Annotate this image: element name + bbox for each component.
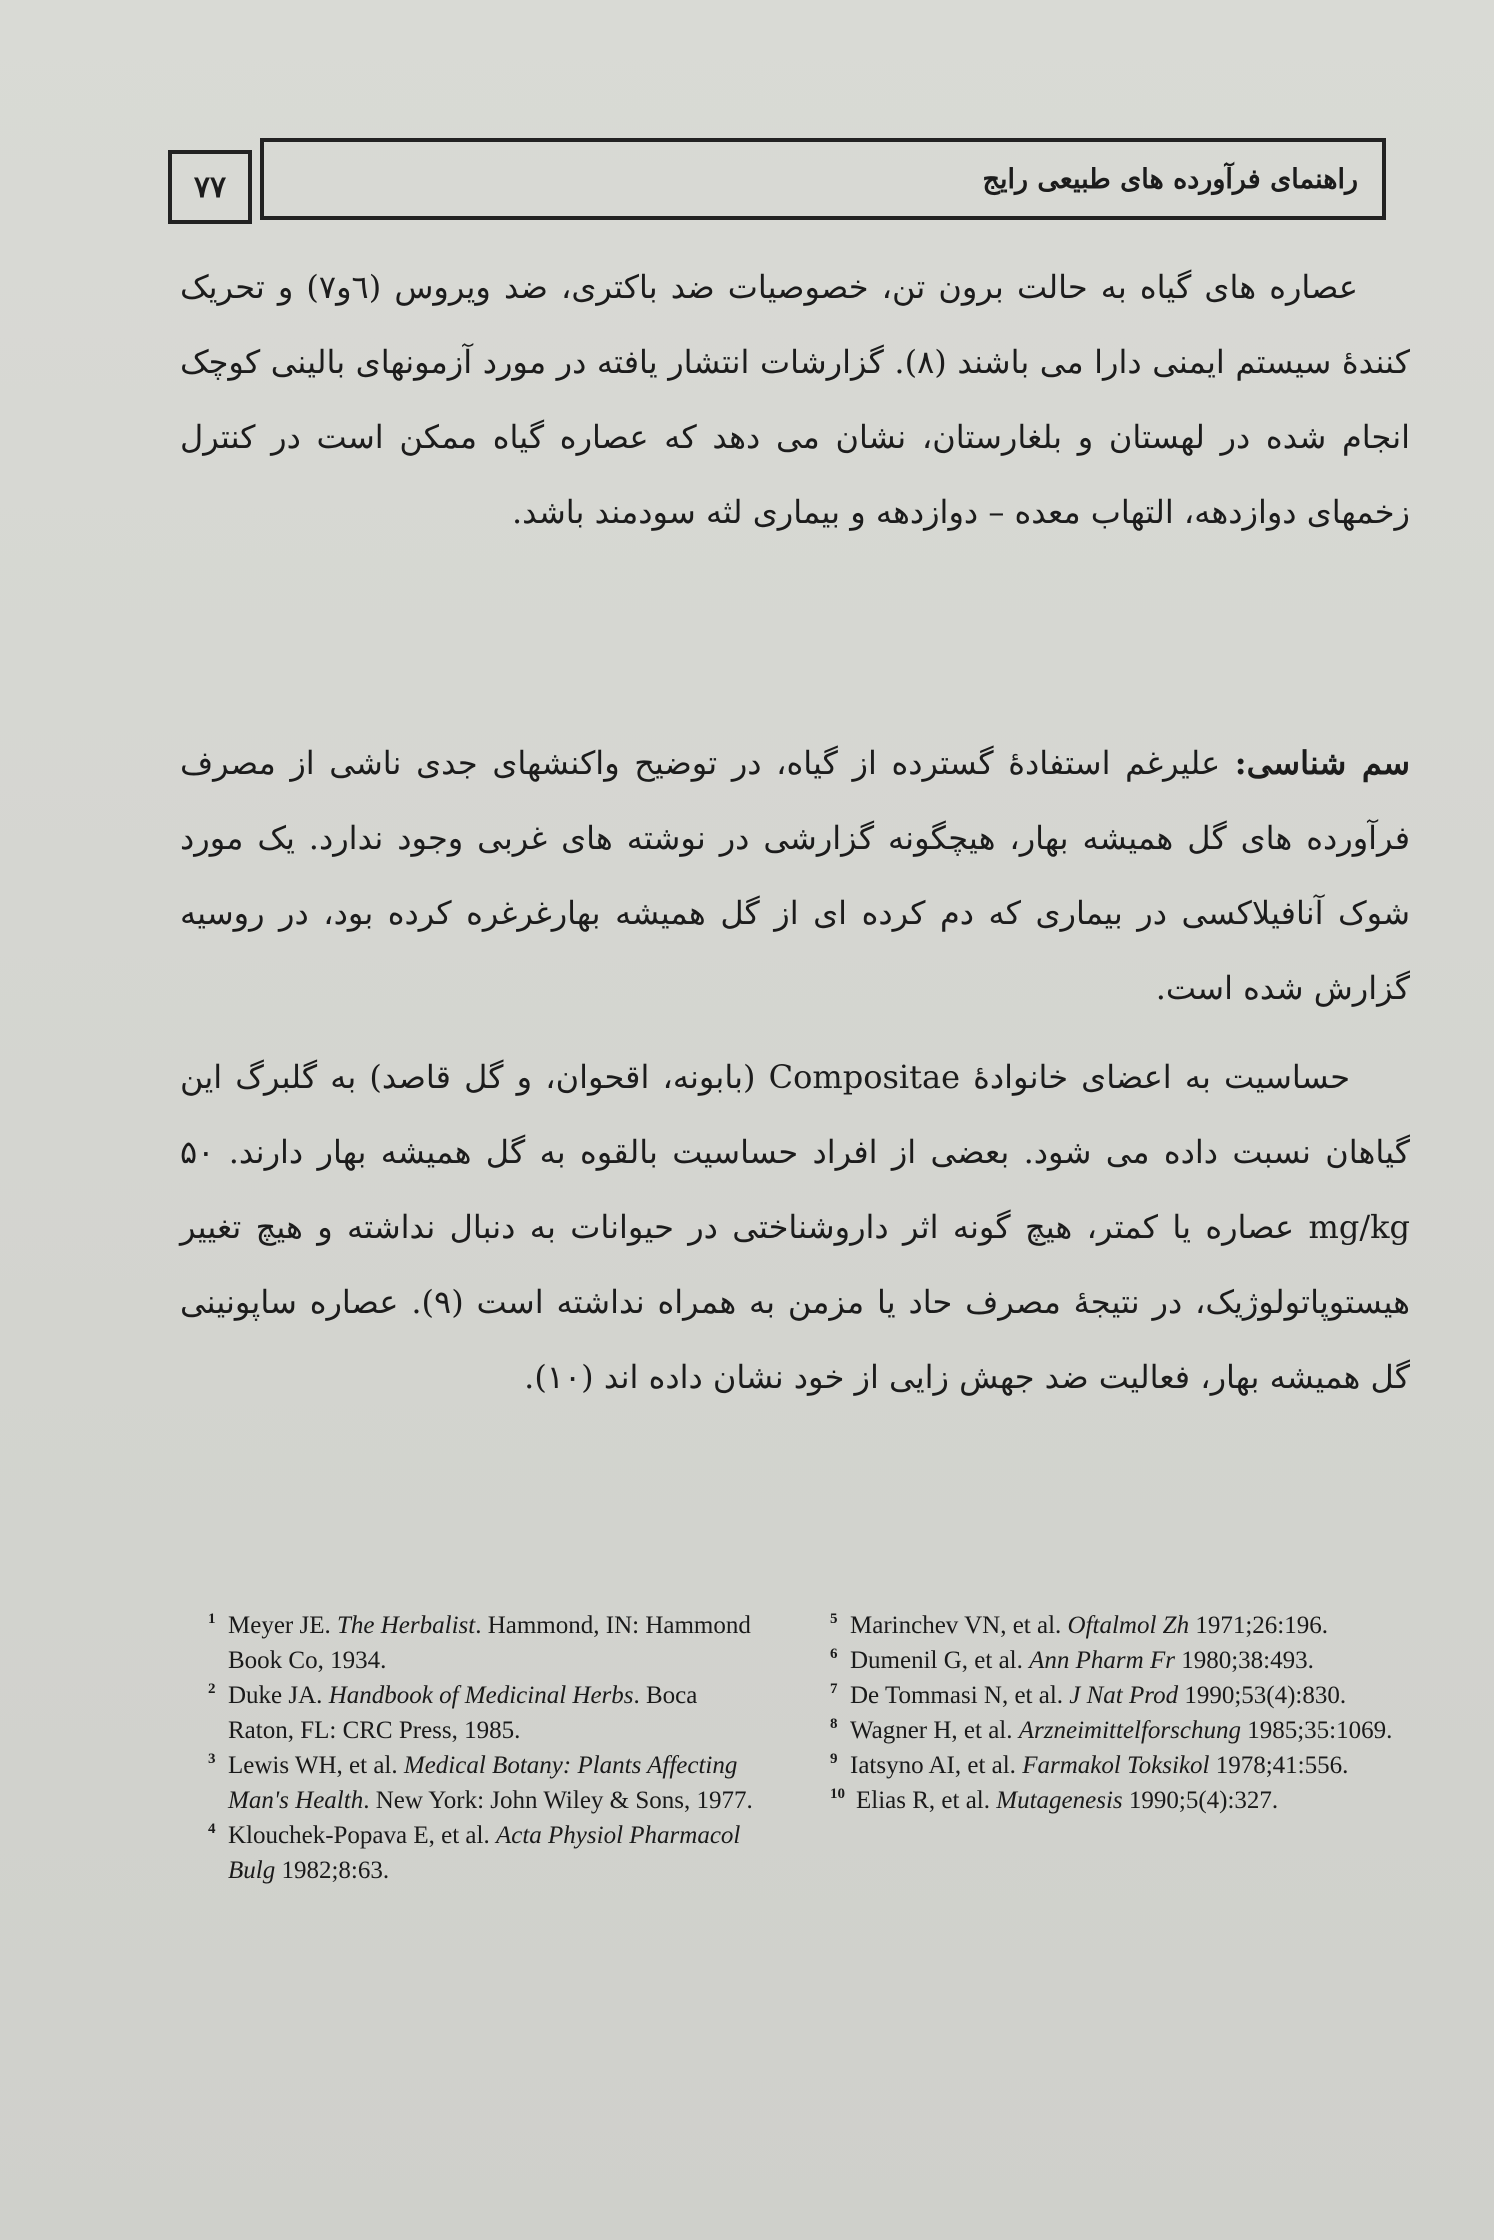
reference-authors: Elias R, et al.	[856, 1787, 997, 1814]
reference-authors: De Tommasi N, et al.	[850, 1682, 1070, 1709]
reference-details: 1990;5(4):327.	[1122, 1787, 1279, 1814]
reference-item	[830, 1713, 1420, 1748]
reference-item	[830, 1748, 1420, 1783]
paragraph-extracts: عصاره های گیاه به حالت برون تن، خصوصیات ضد باکتری، ضد ویروس (٦و٧) و تحریک کنندۀ سیستم ایمنی دارا می باشند (۸). گزارشات انتشار یافته در مورد آزمونهای بالینی کوچک انجام شده در لهستان و بلغارستان، نشان می دهد که عصاره گیاه ممکن است در کنترل زخمهای دوازدهه، التهاب معده – دوازدهه و بیماری لثه سودمند باشد.	[180, 268, 1411, 531]
reference-number: 1	[208, 1611, 216, 1627]
reference-number: 8	[830, 1716, 838, 1732]
reference-authors: Dumenil G, et al.	[850, 1647, 1030, 1674]
reference-details: . Boca Raton, FL: CRC Press, 1985.	[228, 1682, 698, 1744]
reference-title: The Herbalist	[337, 1612, 476, 1639]
reference-details: . New York: John Wiley & Sons, 1977.	[363, 1787, 753, 1814]
reference-details: 1980;38:493.	[1174, 1647, 1314, 1674]
reference-title: Medical Botany: Plants Affecting Man's Health	[228, 1752, 738, 1814]
reference-title: Ann Pharm Fr	[1029, 1647, 1175, 1674]
reference-item	[208, 1748, 768, 1818]
reference-number: 4	[208, 1821, 216, 1837]
reference-title: Oftalmol Zh	[1067, 1612, 1190, 1639]
reference-number: 9	[830, 1751, 838, 1767]
reference-number: 10	[830, 1786, 845, 1802]
reference-details: 1990;53(4):830.	[1178, 1682, 1347, 1709]
reference-authors: Duke JA.	[228, 1682, 329, 1709]
reference-authors: Lewis WH, et al.	[228, 1752, 404, 1779]
reference-number: 6	[830, 1646, 838, 1662]
paragraph-sensitivity: حساسیت به اعضای خانوادۀ Compositae (بابونه، اقحوان، و گل قاصد) به گلبرگ این گیاهان نسبت داده می شود. بعضی از افراد حساسیت بالقوه به گل همیشه بهار دارند. ۵۰ mg/kg عصاره یا کمتر، هیچ گونه اثر داروشناختی در حیوانات به دنبال نداشته و هیچ تغییر هیستوپاتولوژیک، در نتیجۀ مصرف حاد یا مزمن به همراه نداشته است (۹). عصاره ساپونینی گل همیشه بهار، فعالیت ضد جهش زایی از خود نشان داده اند (۱۰).	[180, 1058, 1411, 1396]
page-number: ۷۷	[168, 150, 252, 224]
reference-authors: Klouchek-Popava E, et al.	[228, 1822, 496, 1849]
reference-title: Mutagenesis	[996, 1787, 1123, 1814]
reference-title: Handbook of Medicinal Herbs	[328, 1682, 634, 1709]
reference-number: 5	[830, 1611, 838, 1627]
reference-authors: Meyer JE.	[228, 1612, 337, 1639]
reference-details: 1978;41:556.	[1209, 1752, 1349, 1779]
page-header	[168, 138, 1386, 226]
reference-details: 1982;8:63.	[275, 1857, 390, 1884]
references-left-column	[208, 1608, 768, 1888]
running-title: راهنمای فرآورده های طبیعی رایج	[260, 138, 1386, 220]
reference-number: 7	[830, 1681, 838, 1697]
toxicology-heading: سم شناسی:	[1234, 744, 1411, 782]
reference-item	[830, 1783, 1420, 1818]
reference-details: 1971;26:196.	[1189, 1612, 1328, 1639]
reference-authors: Marinchev VN, et al.	[850, 1612, 1068, 1639]
reference-authors: Iatsyno AI, et al.	[850, 1752, 1023, 1779]
reference-title: Acta Physiol Pharmacol Bulg	[228, 1822, 741, 1884]
reference-item	[208, 1608, 768, 1678]
toxicology-text: علیرغم استفادۀ گسترده از گیاه، در توضیح واکنشهای جدی ناشی از مصرف فرآورده های گل همیشه بهار، هیچگونه گزارشی در نوشته های غربی وجود ندارد. یک مورد شوک آنافیلاکسی در بیماری که دم کرده ای از گل همیشه بهارغرغره کرده بود، در روسیه گزارش شده است.	[180, 744, 1410, 1007]
reference-authors: Wagner H, et al.	[850, 1717, 1019, 1744]
references-right-column	[830, 1608, 1420, 1818]
reference-item	[830, 1608, 1420, 1643]
reference-number: 2	[208, 1681, 216, 1697]
reference-title: J Nat Prod	[1069, 1682, 1179, 1709]
reference-item	[830, 1678, 1420, 1713]
reference-item	[830, 1643, 1420, 1678]
reference-title: Farmakol Toksikol	[1022, 1752, 1210, 1779]
reference-item	[208, 1678, 768, 1748]
reference-number: 3	[208, 1751, 216, 1767]
paragraph-toxicology	[180, 726, 1410, 1026]
reference-details: . Hammond, IN: Hammond Book Co, 1934.	[228, 1612, 751, 1674]
reference-title: Arzneimittelforschung	[1018, 1717, 1241, 1744]
reference-item	[208, 1818, 768, 1888]
reference-details: 1985;35:1069.	[1240, 1717, 1393, 1744]
